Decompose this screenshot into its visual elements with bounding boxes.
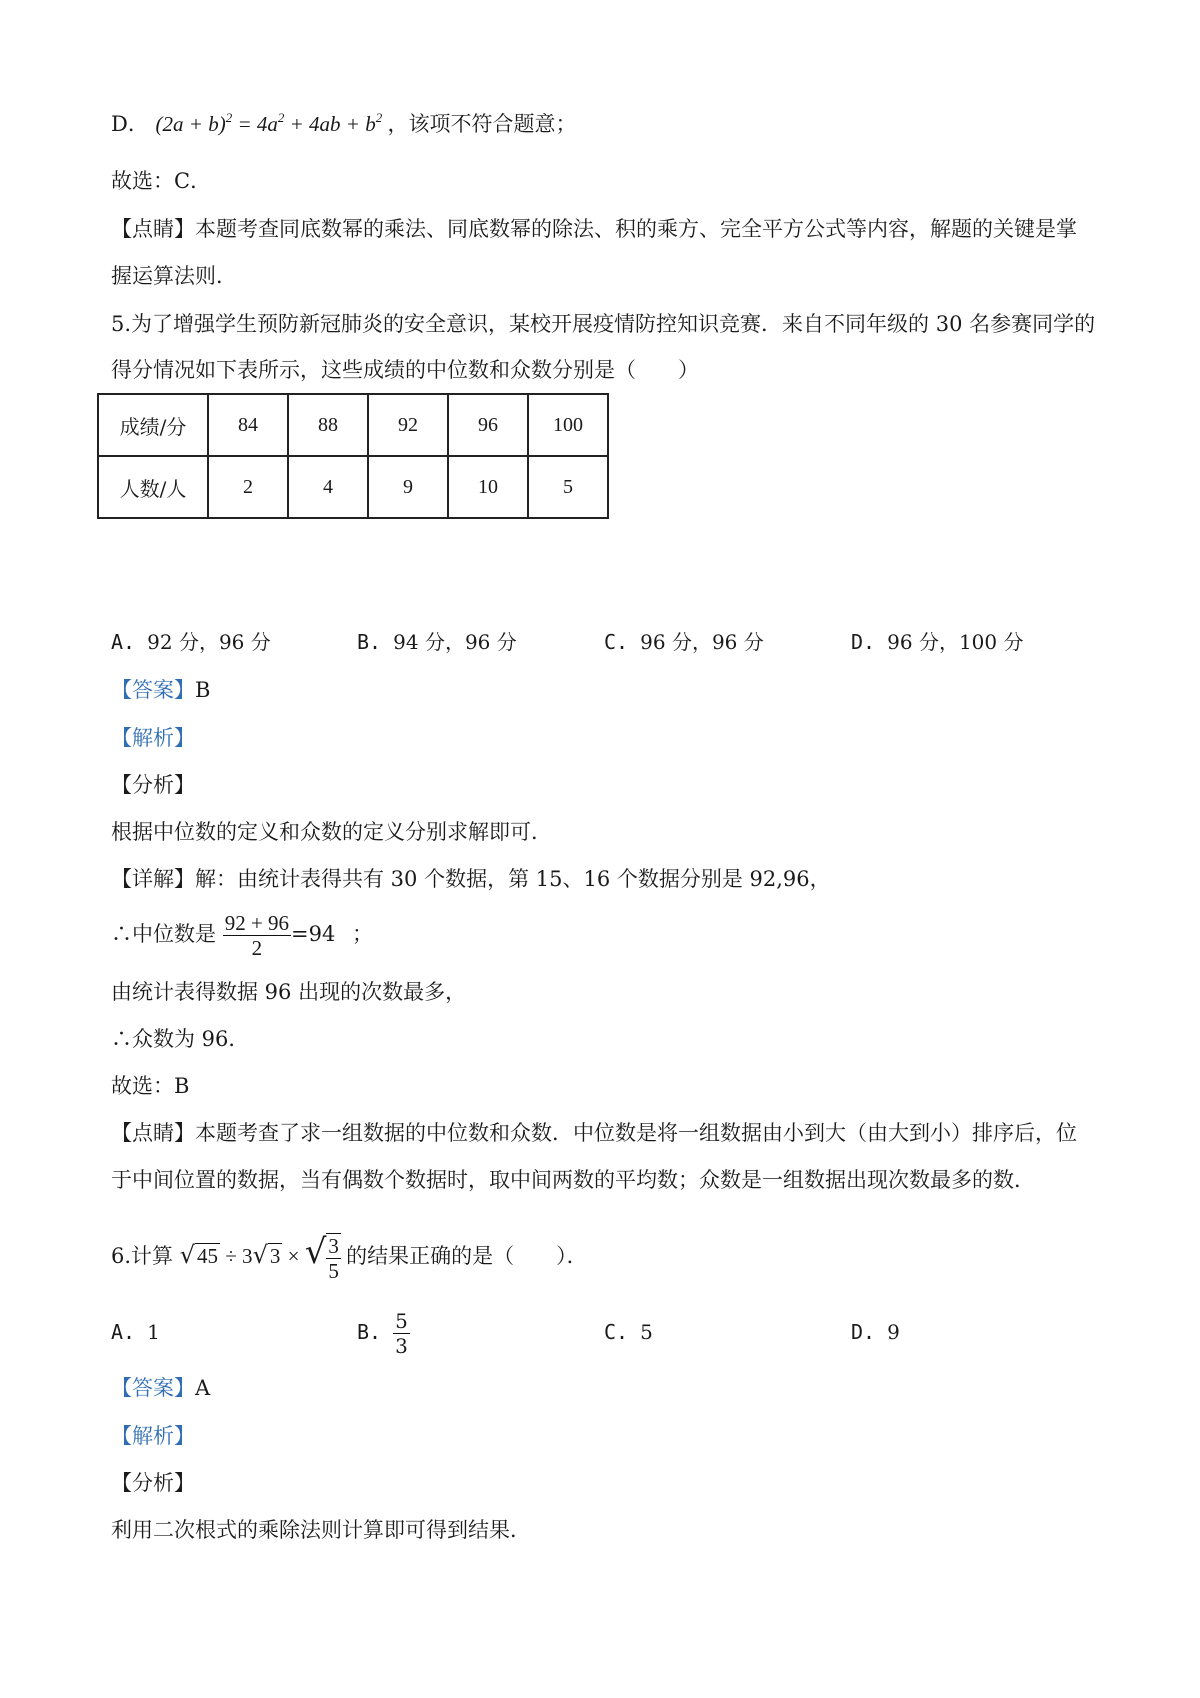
table-header-cell: 成绩/分 bbox=[98, 394, 208, 456]
option-letter: B. bbox=[357, 630, 382, 654]
exponent: 2 bbox=[375, 110, 383, 125]
jiexi-label: 【解析】 bbox=[111, 726, 195, 750]
table-cell: 96 bbox=[448, 394, 528, 456]
option-letter: D. bbox=[851, 1320, 876, 1344]
choose-b-line: 故选：B bbox=[111, 1074, 190, 1098]
fraction-denominator: 2 bbox=[251, 936, 263, 960]
option-text: 96 分，96 分 bbox=[640, 630, 764, 654]
fraction-denominator: 5 bbox=[328, 1259, 339, 1284]
mode-line-1: 由统计表得数据 96 出现的次数最多， bbox=[111, 980, 467, 1004]
d-formula bbox=[156, 112, 388, 136]
answer-6-line bbox=[111, 1374, 210, 1402]
option-text: 94 分，96 分 bbox=[393, 630, 517, 654]
q6-option-a bbox=[111, 1318, 160, 1346]
table-cell: 5 bbox=[528, 456, 608, 518]
q6-option-d bbox=[851, 1318, 900, 1346]
choose-c-line: 故选：C． bbox=[111, 169, 212, 193]
sqrt-sign: √ bbox=[179, 1241, 196, 1269]
option-text: 96 分，100 分 bbox=[887, 630, 1024, 654]
option-text: 9 bbox=[887, 1320, 900, 1344]
question-5-line-2: 得分情况如下表所示，这些成绩的中位数和众数分别是（ ） bbox=[111, 358, 699, 382]
d-formula-rhs: = 4a bbox=[237, 112, 278, 136]
divide-three: ÷ 3 bbox=[225, 1244, 253, 1268]
table-cell: 88 bbox=[288, 394, 368, 456]
option-d-prefix: D． bbox=[111, 112, 149, 136]
option-letter: B. bbox=[357, 1320, 382, 1344]
option-text: 1 bbox=[147, 1320, 160, 1344]
table-cell: 2 bbox=[208, 456, 288, 518]
option-letter: C. bbox=[604, 1320, 629, 1344]
question-6-suffix: 的结果正确的是（ ）． bbox=[346, 1244, 588, 1268]
option-letter: D. bbox=[851, 630, 876, 654]
fraction-denominator: 3 bbox=[395, 1334, 408, 1358]
median-prefix: ∴中位数是 bbox=[111, 922, 216, 946]
q5-option-d bbox=[851, 628, 1023, 656]
sqrt-sign: √ bbox=[304, 1232, 327, 1272]
median-fraction bbox=[223, 911, 291, 960]
option-text: 92 分，96 分 bbox=[147, 630, 271, 654]
table-row bbox=[98, 394, 608, 456]
score-table bbox=[97, 393, 609, 519]
option-letter: A. bbox=[111, 1320, 136, 1344]
dianjing-2-line-1: 【点睛】本题考查了求一组数据的中位数和众数．中位数是将一组数据由小到大（由大到小）排序后，位 bbox=[111, 1121, 1077, 1145]
fenxi-5-text: 根据中位数的定义和众数的定义分别求解即可． bbox=[111, 820, 552, 844]
dianjing-2-line-2: 于中间位置的数据，当有偶数个数据时，取中间两数的平均数；众数是一组数据出现次数最多的数． bbox=[111, 1168, 1035, 1192]
xiangjie-5-text: 【详解】解：由统计表得共有 30 个数据，第 15、16 个数据分别是 92,96， bbox=[111, 867, 831, 891]
d-formula-rhs2: + 4ab + b bbox=[284, 112, 376, 136]
table-cell: 10 bbox=[448, 456, 528, 518]
fraction-numerator: 92 + 96 bbox=[224, 911, 290, 935]
radicand: 3 bbox=[269, 1244, 281, 1268]
q5-option-a bbox=[111, 628, 271, 656]
times-sign: × bbox=[287, 1244, 300, 1268]
table-row bbox=[98, 456, 608, 518]
jiexi-label: 【解析】 bbox=[111, 1424, 195, 1448]
option-d-line bbox=[111, 110, 576, 138]
question-6-line bbox=[111, 1222, 588, 1286]
option-letter: C. bbox=[604, 630, 629, 654]
median-result: =94 bbox=[291, 922, 336, 946]
exponent: 2 bbox=[225, 110, 233, 125]
q6-expression bbox=[179, 1232, 346, 1284]
option-fraction bbox=[393, 1309, 410, 1358]
answer-5-line bbox=[111, 676, 210, 704]
answer-value: B bbox=[195, 678, 211, 702]
answer-value: A bbox=[195, 1376, 211, 1400]
median-line bbox=[111, 908, 373, 960]
q5-option-b bbox=[357, 628, 517, 656]
table-cell: 9 bbox=[368, 456, 448, 518]
mode-line-2: ∴众数为 96． bbox=[111, 1027, 250, 1051]
option-text: 5 bbox=[640, 1320, 653, 1344]
option-letter: A. bbox=[111, 630, 136, 654]
question-5-line-1: 5.为了增强学生预防新冠肺炎的安全意识，某校开展疫情防控知识竞赛．来自不同年级的 30 名参赛同学的 bbox=[111, 312, 1096, 336]
fraction-numerator: 5 bbox=[395, 1309, 408, 1333]
sqrt-sign: √ bbox=[252, 1241, 268, 1269]
q5-option-c bbox=[604, 628, 764, 656]
radicand: 45 bbox=[197, 1244, 219, 1268]
fenxi-label: 【分析】 bbox=[111, 1471, 195, 1495]
table-cell: 100 bbox=[528, 394, 608, 456]
table-cell: 84 bbox=[208, 394, 288, 456]
dianjing-line-2: 握运算法则． bbox=[111, 264, 237, 288]
table-cell: 4 bbox=[288, 456, 368, 518]
answer-label: 【答案】 bbox=[111, 1376, 195, 1400]
q6-option-b bbox=[357, 1304, 410, 1360]
q6-fraction bbox=[326, 1233, 341, 1283]
fraction-numerator: 3 bbox=[328, 1234, 339, 1259]
table-cell: 92 bbox=[368, 394, 448, 456]
question-6-prefix: 6.计算 bbox=[111, 1244, 174, 1268]
option-d-suffix: ，该项不符合题意； bbox=[387, 112, 577, 136]
table-header-cell: 人数/人 bbox=[98, 456, 208, 518]
fenxi-6-text: 利用二次根式的乘除法则计算即可得到结果． bbox=[111, 1518, 531, 1542]
median-suffix: ； bbox=[352, 922, 374, 946]
d-formula-lhs: (2a + b) bbox=[155, 112, 226, 136]
answer-label: 【答案】 bbox=[111, 678, 195, 702]
q6-option-c bbox=[604, 1318, 653, 1346]
exponent: 2 bbox=[277, 110, 285, 125]
fenxi-label: 【分析】 bbox=[111, 773, 195, 797]
dianjing-line-1: 【点睛】本题考查同底数幂的乘法、同底数幂的除法、积的乘方、完全平方公式等内容，解题的关键是掌 bbox=[111, 217, 1077, 241]
